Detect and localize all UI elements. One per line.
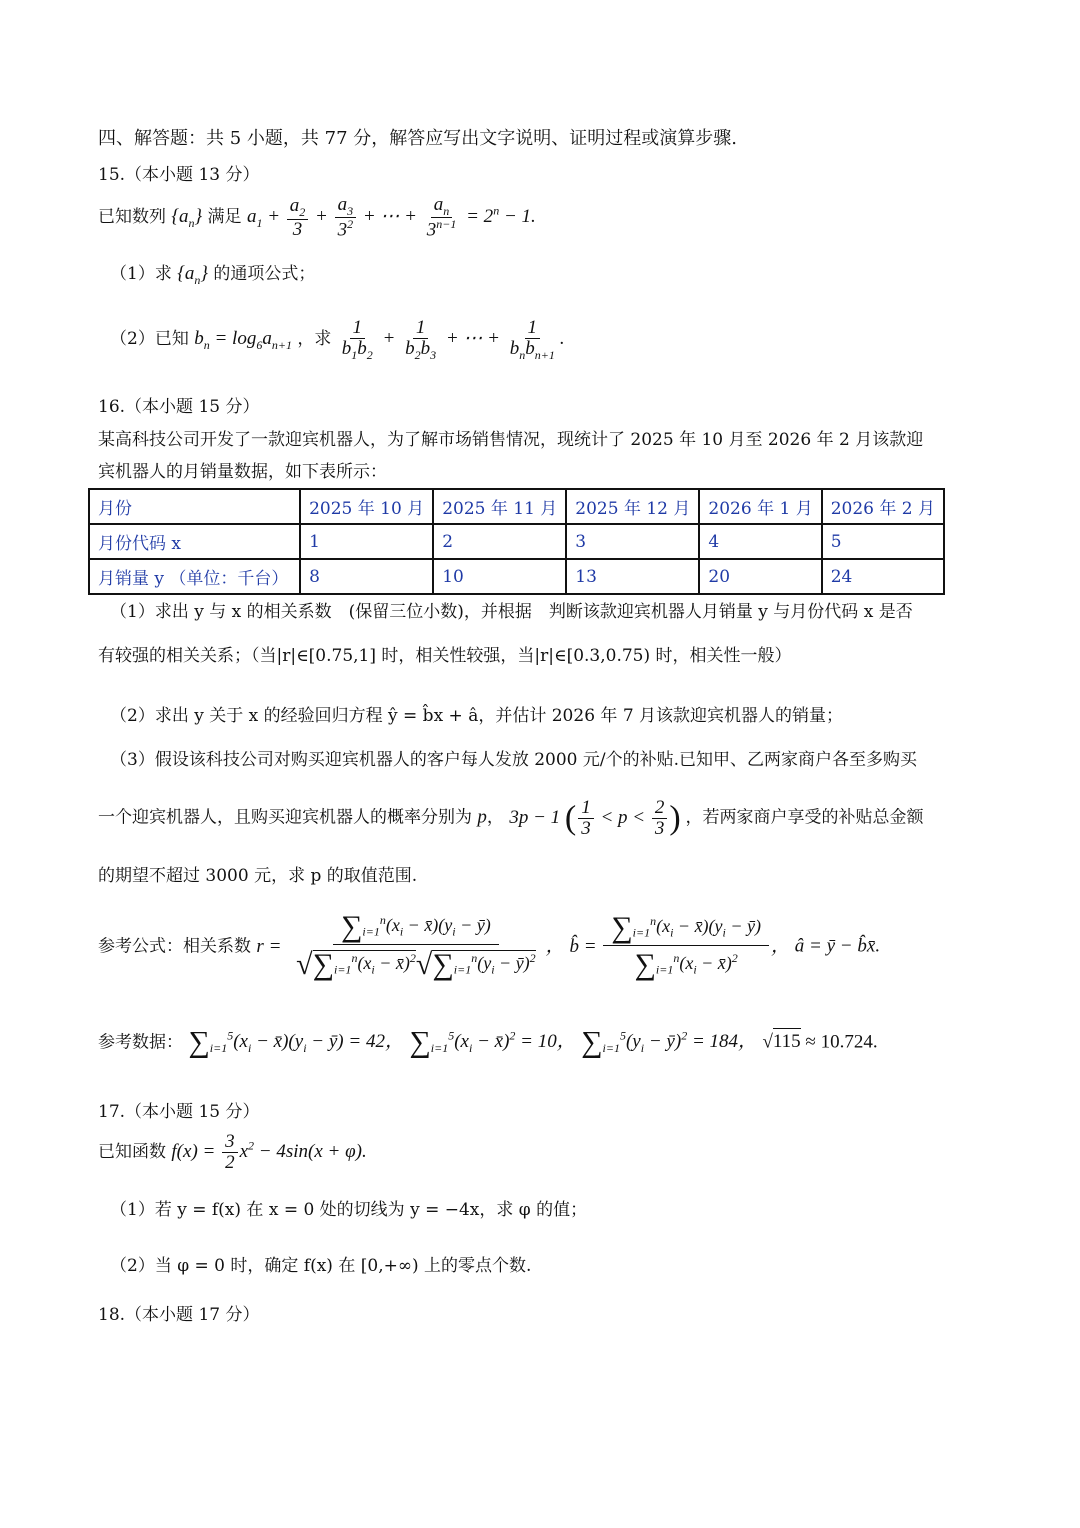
q16-part3-line1: （3）假设该科技公司对购买迎宾机器人的客户每人发放 2000 元/个的补贴.已知甲、乙两家商户各至多购买 <box>110 750 918 770</box>
q15-sequence-symbol: $\{a_n\}$ <box>171 206 203 230</box>
intercept-formula: â = ȳ − b̂x̄. <box>794 935 881 957</box>
table-cell: 2025 年 12 月 <box>566 489 699 524</box>
ref-data-sqrt: √115 ≈ 10.724. <box>762 1028 877 1052</box>
q15-part1-prefix: （1）求 <box>110 264 172 284</box>
q17-stem-prefix: 已知函数 <box>98 1141 166 1162</box>
q15-part1-suffix: 的通项公式； <box>213 264 316 284</box>
table-cell: 2026 年 2 月 <box>822 489 944 524</box>
table-cell: 2025 年 10 月 <box>300 489 433 524</box>
ref-data-sum-xy: $\sum_{i=1}^5(x_i$ − $x̄)(y_i$ − ȳ) = 42， <box>188 1026 404 1059</box>
ref-data-value-yy: 184 <box>709 1031 739 1053</box>
table-cell: 2025 年 11 月 <box>433 489 566 524</box>
q16-part3-line2b: ，若两家商户享受的补贴总金额 <box>685 807 924 828</box>
q16-stem-line1: 某高科技公司开发了一款迎宾机器人，为了解市场销售情况，现统计了 2025 年 10 月至 2026 年 2 月该款迎 <box>98 430 924 450</box>
table-row <box>89 489 944 524</box>
q15-part2-bn-def: $b_n = \log_6a_{n+1}$ <box>194 328 292 352</box>
q16-part3-line2: 一个迎宾机器人，且购买迎宾机器人的概率分别为 p， 3p − 1 ( $\frac{1}{3}$ < p < $\frac{2}{3}$ ) ，若两家商户享受的补贴总金额 <box>98 796 924 839</box>
table-cell: 5 <box>822 524 944 559</box>
ref-data-value-sqrt: 10.724 <box>820 1031 873 1053</box>
table-cell: 10 <box>433 559 566 594</box>
q15-part2-sum: $\frac{1}{b_1b_2}$ + $\frac{1}{b_2b_3}$ + ⋯ + $\frac{1}{b_nb_{n+1}}$ . <box>341 317 565 362</box>
table-cell: 2 <box>433 524 566 559</box>
q17-header: 17.（本小题 15 分） <box>98 1102 260 1122</box>
q16-ref-data <box>98 1028 878 1058</box>
q16-ref-formula <box>98 910 880 985</box>
q15-stem <box>98 195 536 241</box>
q15-part2-mid: ，求 <box>297 329 332 350</box>
table-cell: 月份代码 x <box>89 524 300 559</box>
q17-part2: （2）当 φ = 0 时，确定 f(x) 在 [0,+∞) 上的零点个数. <box>110 1256 532 1276</box>
q16-part2: （2）求出 y 关于 x 的经验回归方程 ŷ = b̂x + â，并估计 2026 年 7 月该款迎宾机器人的销量； <box>110 706 844 726</box>
q17-function-formula: f(x) = $\frac{3}{2}$ $x^2 - 4\sin(x + \varphi)$. <box>171 1131 367 1173</box>
q15-part2 <box>110 318 565 361</box>
q15-header: 15.（本小题 13 分） <box>98 165 260 185</box>
table-cell: 13 <box>566 559 699 594</box>
q16-ref-formula-label: 参考公式：相关系数 <box>98 936 251 957</box>
q16-ref-data-label: 参考数据： <box>98 1032 183 1053</box>
q15-part1-sequence: $\{a_n\}$ <box>177 263 208 287</box>
q16-part3-line3: 的期望不超过 3000 元，求 p 的取值范围. <box>98 866 418 886</box>
q16-header: 16.（本小题 15 分） <box>98 397 260 417</box>
q16-stem-line2: 宾机器人的月销量数据，如下表所示： <box>98 462 387 482</box>
table-cell: 3 <box>566 524 699 559</box>
table-cell: 月销量 y （单位：千台） <box>89 559 300 594</box>
q15-condition-formula: $a_1$ + $\frac{a_2}{3}$ + $\frac{a_3}{3^2}$ + ⋯ + $\frac{a_n}{3^{n-1}}$ = $2^n - 1$. <box>246 194 536 241</box>
q15-part2-prefix: （2）已知 <box>110 329 189 350</box>
ref-data-sum-yy: $\sum_{i=1}^5(y_i$ − ȳ)$^2$ = 184， <box>581 1026 758 1059</box>
q16-part3-line2a: 一个迎宾机器人，且购买迎宾机器人的概率分别为 <box>98 807 472 828</box>
slope-formula: b̂ = $\frac{\sum_{i=1}^n(x_i - x̄)(y_i - ȳ)}{\sum_{i=1}^n(x_i - x̄)^2}$ ， <box>569 910 795 981</box>
q15-part1 <box>110 262 315 288</box>
ref-data-value-xy: 42 <box>365 1031 385 1053</box>
correlation-formula: r = $\frac{\sum_{i=1}^n(x_i - x̄)(y_i - ȳ)}{√\sum_{i=1}^n(x_i - x̄)^2√\sum_{i=1}^n(y_i - ȳ)^2}$ ， <box>256 910 570 981</box>
ref-data-value-xx: 10 <box>537 1031 557 1053</box>
q15-stem-prefix: 已知数列 <box>98 207 166 228</box>
section-heading: 四、解答题：共 5 小题，共 77 分，解答应写出文字说明、证明过程或演算步骤. <box>98 128 737 149</box>
table-cell: 20 <box>699 559 821 594</box>
q16-part1-line1: （1）求出 y 与 x 的相关系数 (保留三位小数)，并根据 判断该款迎宾机器人月销量 y 与月份代码 x 是否 <box>110 602 913 622</box>
table-cell: 1 <box>300 524 433 559</box>
table-cell: 2026 年 1 月 <box>699 489 821 524</box>
q17-part1: （1）若 y = f(x) 在 x = 0 处的切线为 y = −4x，求 φ 的值； <box>110 1200 588 1220</box>
table-cell: 月份 <box>89 489 300 524</box>
q17-stem <box>98 1132 367 1173</box>
q16-probabilities-2: 3p − 1 ( $\frac{1}{3}$ < p < $\frac{2}{3}$ ) <box>509 796 681 839</box>
table-row <box>89 559 944 594</box>
table-cell: 4 <box>699 524 821 559</box>
q16-part1-line2: 有较强的相关关系；（当|r|∈[0.75,1] 时，相关性较强，当|r|∈[0.3,0.75) 时，相关性一般） <box>98 646 792 666</box>
sales-table <box>88 488 945 595</box>
table-cell: 8 <box>300 559 433 594</box>
q18-header: 18.（本小题 17 分） <box>98 1305 260 1325</box>
table-row <box>89 524 944 559</box>
table-cell: 24 <box>822 559 944 594</box>
ref-data-sum-xx: $\sum_{i=1}^5(x_i$ − x̄)$^2$ = 10， <box>409 1026 576 1059</box>
q15-stem-mid: 满足 <box>207 207 242 228</box>
q16-probabilities: p <box>477 806 487 828</box>
